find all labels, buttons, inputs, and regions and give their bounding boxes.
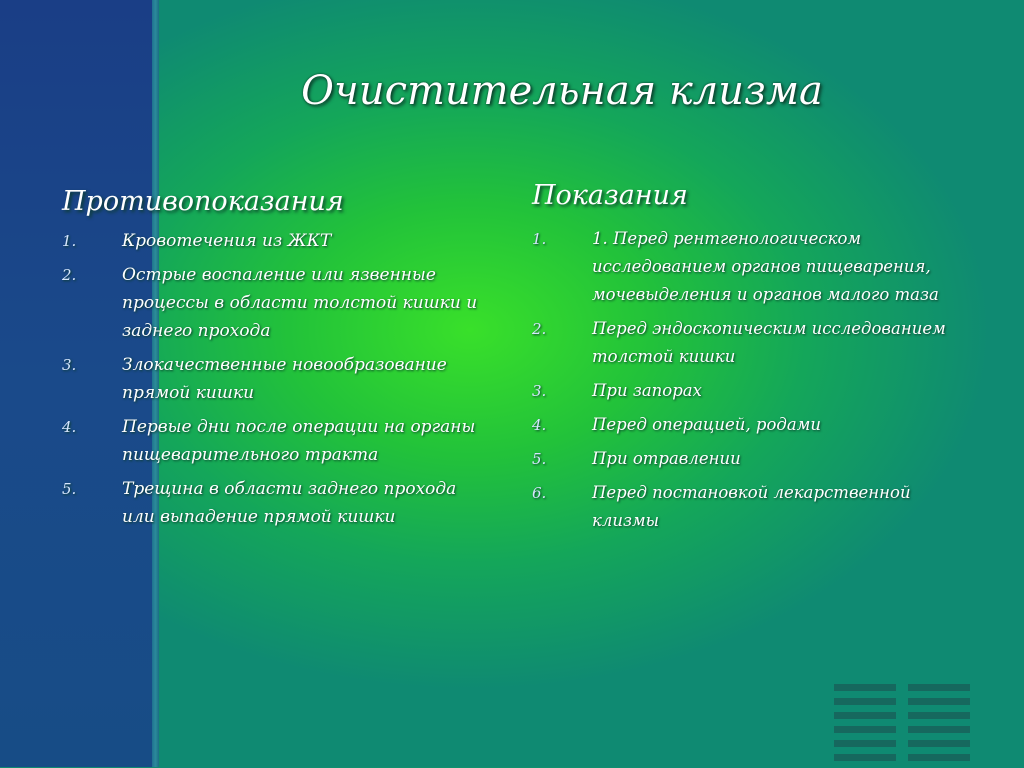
list-item <box>532 225 982 309</box>
list-item-text: Перед эндоскопическим исследованием толстой кишки <box>592 319 946 366</box>
stripe <box>834 740 896 747</box>
stripe <box>908 740 970 747</box>
list-item <box>62 475 492 531</box>
list-item-text: Острые воспаление или язвенные процессы в области толстой кишки и заднего прохода <box>122 265 478 341</box>
contraindications-column <box>62 186 492 537</box>
indications-heading: Показания <box>532 180 688 211</box>
list-item-number: 2. <box>532 320 547 338</box>
list-item-text: Перед операцией, родами <box>592 415 822 434</box>
list-item <box>62 351 492 407</box>
decorative-stripes-right <box>908 684 970 768</box>
contraindications-list <box>62 227 492 531</box>
list-item <box>532 315 982 371</box>
stripe <box>908 712 970 719</box>
list-item-text: При отравлении <box>592 449 741 468</box>
list-item-number: 6. <box>532 484 547 502</box>
stripe <box>908 698 970 705</box>
list-item <box>62 227 492 255</box>
stripe <box>834 712 896 719</box>
list-item-text: При запорах <box>592 381 702 400</box>
list-item-text: 1. Перед рентгенологическом исследованием органов пищеварения, мочевыделения и органов малого таза <box>592 229 939 304</box>
stripe <box>908 684 970 691</box>
list-item-number: 5. <box>62 480 77 498</box>
list-item-number: 3. <box>532 382 547 400</box>
list-item-number: 5. <box>532 450 547 468</box>
stripe <box>834 684 896 691</box>
decorative-stripes-left <box>834 684 896 768</box>
list-item-number: 1. <box>532 230 547 248</box>
list-item <box>62 261 492 345</box>
stripe <box>834 754 896 761</box>
list-item-text: Кровотечения из ЖКТ <box>122 231 332 251</box>
stripe <box>908 726 970 733</box>
list-item-number: 1. <box>62 232 77 250</box>
list-item-text: Перед постановкой лекарственной клизмы <box>592 483 911 530</box>
list-item-text: Первые дни после операции на органы пищеварительного тракта <box>122 417 476 465</box>
slide-title: Очистительная клизма <box>301 68 823 114</box>
list-item <box>532 445 982 473</box>
stripe <box>908 754 970 761</box>
list-item <box>532 411 982 439</box>
indications-column <box>532 180 982 541</box>
list-item-text: Трещина в области заднего прохода или выпадение прямой кишки <box>122 479 457 527</box>
stripe <box>834 698 896 705</box>
list-item <box>532 479 982 535</box>
list-item <box>62 413 492 469</box>
list-item <box>532 377 982 405</box>
stripe <box>834 726 896 733</box>
contraindications-heading: Противопоказания <box>62 186 344 217</box>
list-item-number: 2. <box>62 266 77 284</box>
indications-list <box>532 225 982 535</box>
list-item-text: Злокачественные новообразование прямой кишки <box>122 355 447 403</box>
list-item-number: 4. <box>62 418 77 436</box>
list-item-number: 4. <box>532 416 547 434</box>
list-item-number: 3. <box>62 356 77 374</box>
